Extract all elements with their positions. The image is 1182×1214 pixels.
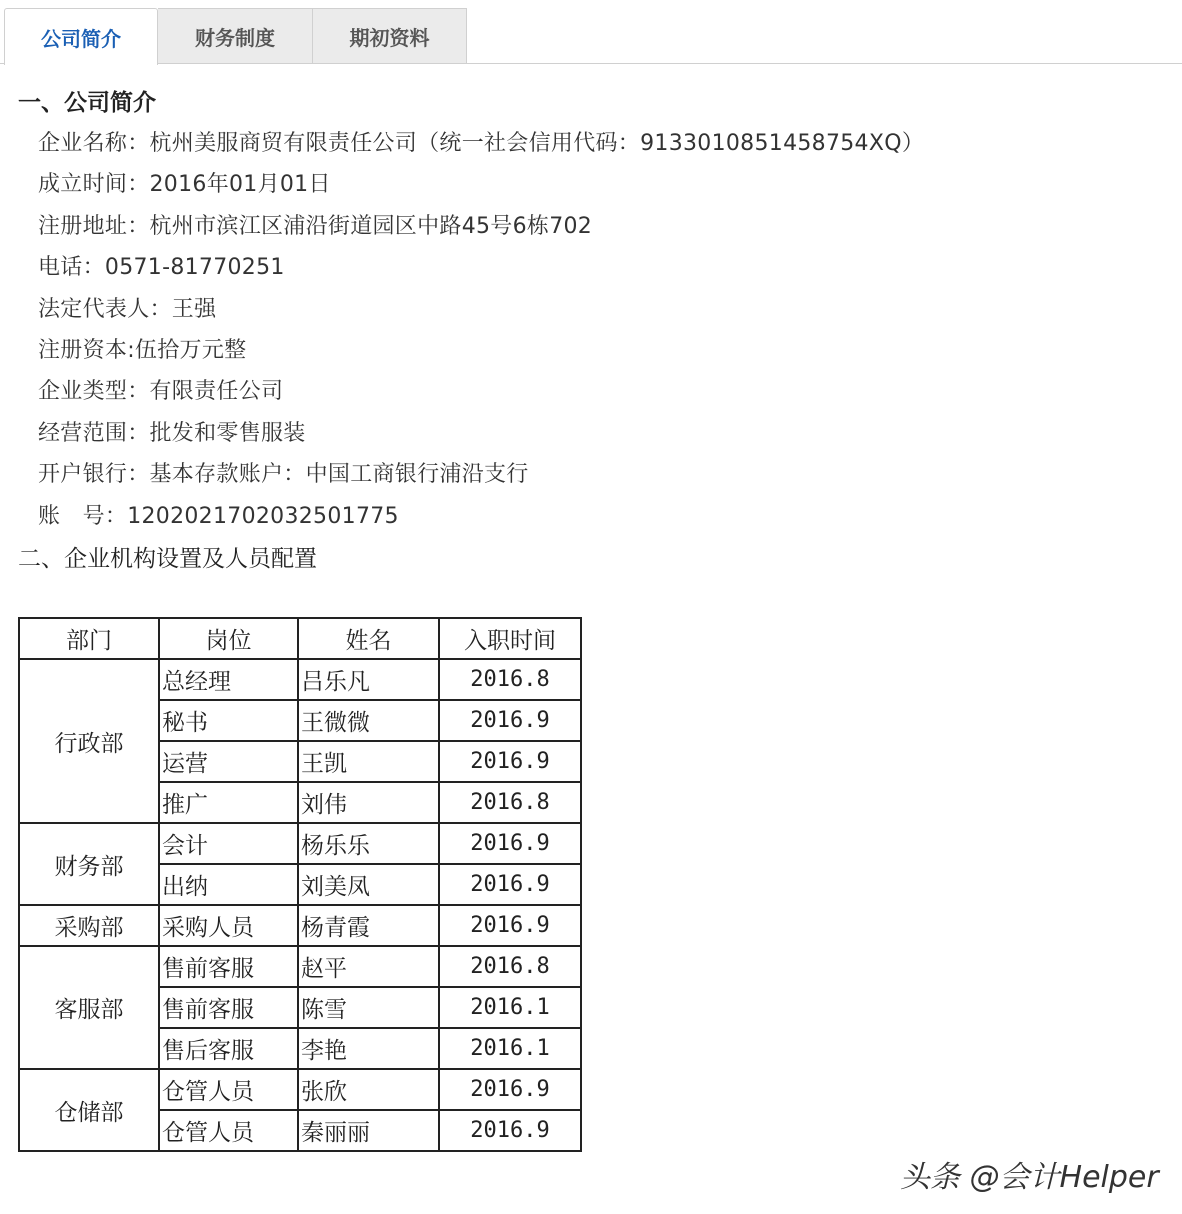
section2-title: 二、企业机构设置及人员配置 [18,546,317,572]
position-cell: 仓管人员 [159,1110,298,1151]
department-cell: 采购部 [19,905,159,946]
info-founded-date: 成立时间：2016年01月01日 [38,172,331,197]
name-cell: 陈雪 [298,987,439,1028]
table-row [19,946,581,987]
hire-date-cell: 2016.1 [439,987,581,1028]
name-cell: 王凯 [298,741,439,782]
tab-opening-data[interactable]: 期初资料 [313,8,467,64]
name-cell: 王微微 [298,700,439,741]
position-cell: 售后客服 [159,1028,298,1069]
section1-title: 一、公司简介 [18,90,156,116]
department-cell: 行政部 [19,659,159,823]
name-cell: 刘伟 [298,782,439,823]
staff-table [18,617,582,1152]
hire-date-cell: 2016.9 [439,1110,581,1151]
name-cell: 秦丽丽 [298,1110,439,1151]
name-cell: 杨乐乐 [298,823,439,864]
info-legal-representative: 法定代表人：王强 [38,297,217,322]
hire-date-cell: 2016.9 [439,823,581,864]
watermark: 头条 @会计Helper [900,1160,1159,1195]
table-row [19,823,581,864]
hire-date-cell: 2016.9 [439,864,581,905]
position-cell: 秘书 [159,700,298,741]
hire-date-cell: 2016.8 [439,659,581,700]
tab-bar [0,8,1182,64]
name-cell: 李艳 [298,1028,439,1069]
table-header-row [19,618,581,659]
header-department: 部门 [19,618,159,659]
info-company-name: 企业名称：杭州美服商贸有限责任公司（统一社会信用代码：9133010851458754XQ） [38,131,925,156]
info-phone: 电话：0571-81770251 [38,255,285,280]
tab-company-intro[interactable]: 公司简介 [4,8,158,65]
department-cell: 客服部 [19,946,159,1069]
name-cell: 赵平 [298,946,439,987]
department-cell: 财务部 [19,823,159,905]
tab-finance-system[interactable]: 财务制度 [158,8,313,64]
name-cell: 杨青霞 [298,905,439,946]
table-row [19,905,581,946]
name-cell: 刘美凤 [298,864,439,905]
info-bank: 开户银行：基本存款账户：中国工商银行浦沿支行 [38,462,529,487]
position-cell: 仓管人员 [159,1069,298,1110]
hire-date-cell: 2016.9 [439,741,581,782]
position-cell: 采购人员 [159,905,298,946]
position-cell: 总经理 [159,659,298,700]
hire-date-cell: 2016.9 [439,700,581,741]
header-name: 姓名 [298,618,439,659]
hire-date-cell: 2016.9 [439,1069,581,1110]
hire-date-cell: 2016.1 [439,1028,581,1069]
header-position: 岗位 [159,618,298,659]
position-cell: 运营 [159,741,298,782]
position-cell: 推广 [159,782,298,823]
info-registered-address: 注册地址：杭州市滨江区浦沿街道园区中路45号6栋702 [38,214,593,239]
table-row [19,1069,581,1110]
info-account-number: 账 号：1202021702032501775 [38,504,399,529]
position-cell: 售前客服 [159,946,298,987]
name-cell: 吕乐凡 [298,659,439,700]
position-cell: 售前客服 [159,987,298,1028]
department-cell: 仓储部 [19,1069,159,1151]
info-business-scope: 经营范围：批发和零售服装 [38,421,306,446]
position-cell: 会计 [159,823,298,864]
hire-date-cell: 2016.9 [439,905,581,946]
info-company-type: 企业类型：有限责任公司 [38,379,284,404]
hire-date-cell: 2016.8 [439,946,581,987]
header-hire-date: 入职时间 [439,618,581,659]
info-registered-capital: 注册资本:伍拾万元整 [38,338,247,363]
name-cell: 张欣 [298,1069,439,1110]
table-row [19,659,581,700]
hire-date-cell: 2016.8 [439,782,581,823]
position-cell: 出纳 [159,864,298,905]
